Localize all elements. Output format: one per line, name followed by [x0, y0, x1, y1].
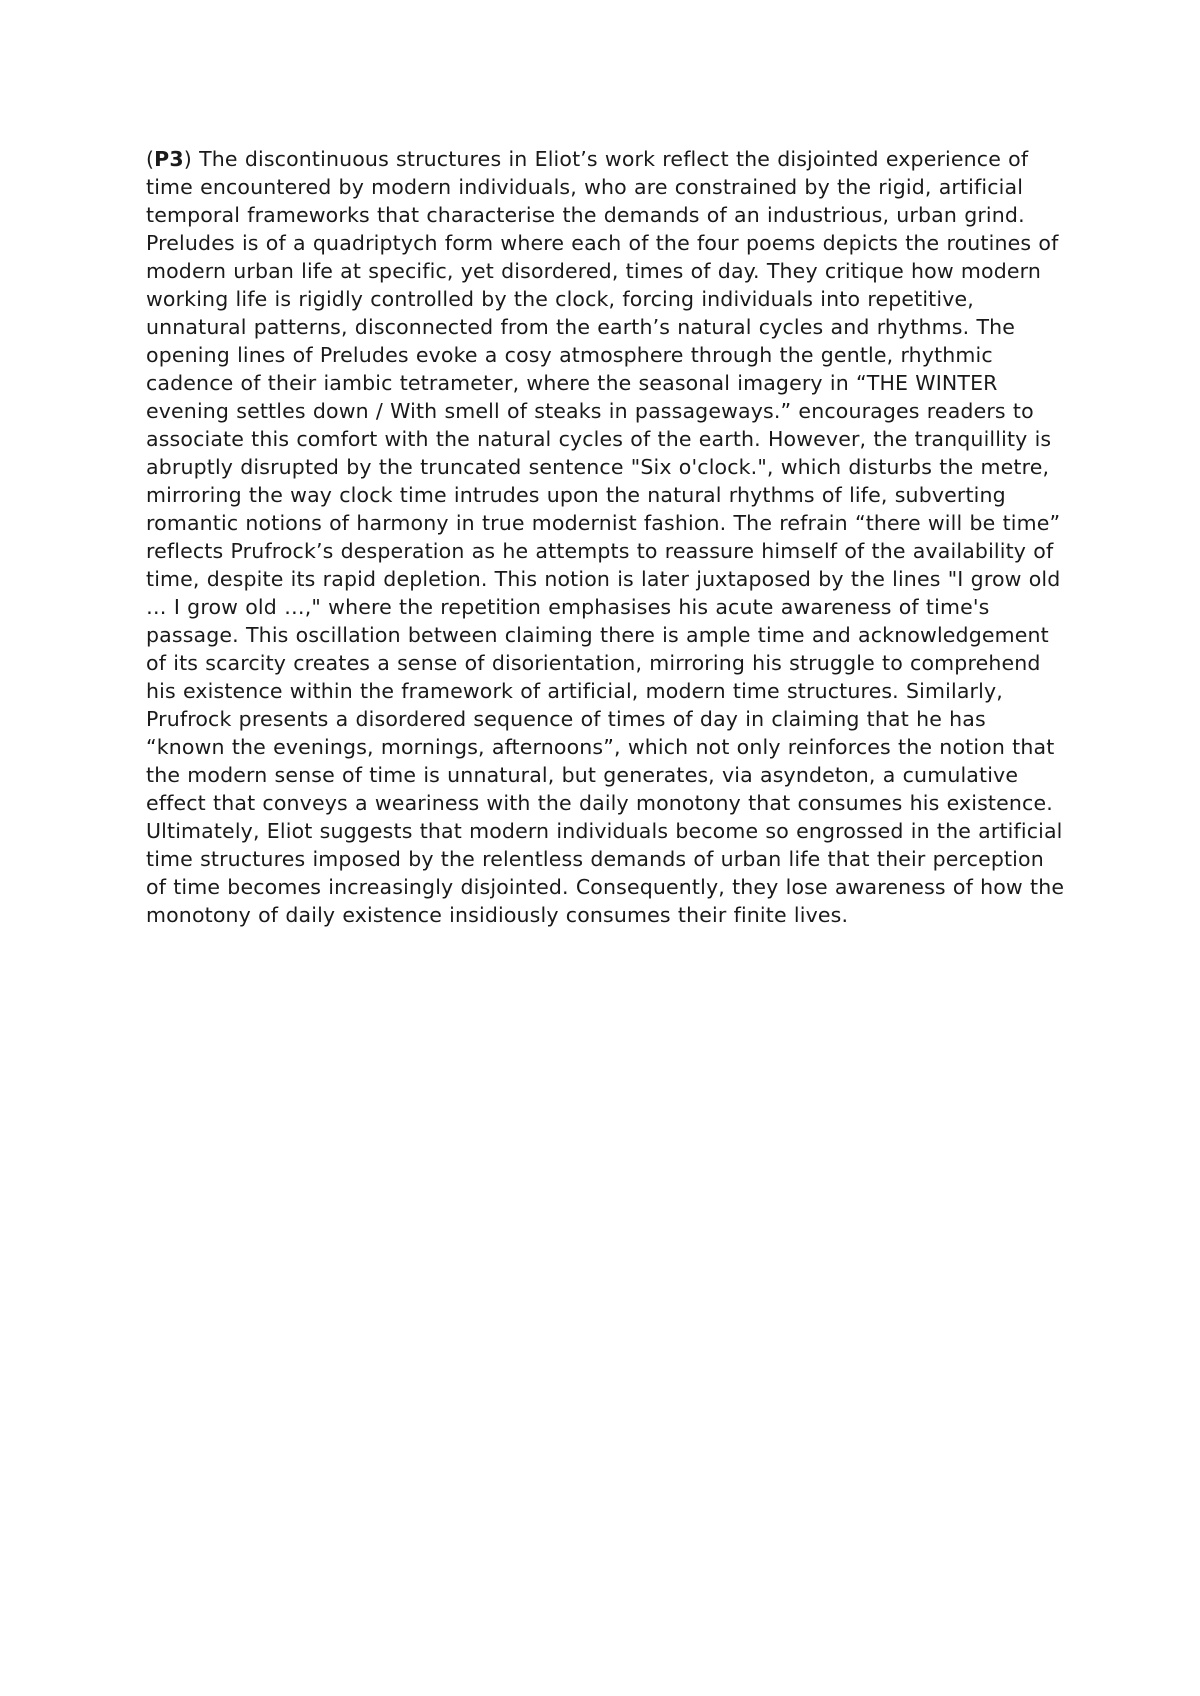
body-paragraph [146, 145, 1066, 929]
paragraph-open-paren: ( [146, 147, 155, 171]
paragraph-close-paren: ) [183, 147, 192, 171]
paragraph-label: P3 [154, 147, 184, 171]
paragraph-text: The discontinuous structures in Eliot’s work reflect the disjointed experience of time encountered by modern individuals, who are constrained by the rigid, artificial temporal frameworks that characterise the demands of an industrious, urban grind. Preludes is of a quadriptych form where each of the four poems depicts the routines of modern urban life at specific, yet disordered, times of day. They critique how modern working life is rigidly controlled by the clock, forcing individuals into repetitive, unnatural patterns, disconnected from the earth’s natural cycles and rhythms. The opening lines of Preludes evoke a cosy atmosphere through the gentle, rhythmic cadence of their iambic tetrameter, where the seasonal imagery in “THE WINTER evening settles down / With smell of steaks in passageways.” encourages readers to associate this comfort with the natural cycles of the earth. However, the tranquillity is abruptly disrupted by the truncated sentence "Six o'clock.", which disturbs the metre, mirroring the way clock time intrudes upon the natural rhythms of life, subverting romantic notions of harmony in true modernist fashion. The refrain “there will be time” reflects Prufrock’s desperation as he attempts to reassure himself of the availability of time, despite its rapid depletion. This notion is later juxtaposed by the lines "I grow old … I grow old …," where the repetition emphasises his acute awareness of time's passage. This oscillation between claiming there is ample time and acknowledgement of its scarcity creates a sense of disorientation, mirroring his struggle to comprehend his existence within the framework of artificial, modern time structures. Similarly, Prufrock presents a disordered sequence of times of day in claiming that he has “known the evenings, mornings, afternoons”, which not only reinforces the notion that the modern sense of time is unnatural, but generates, via asyndeton, a cumulative effect that conveys a weariness with the daily monotony that consumes his existence. Ultimately, Eliot suggests that modern individuals become so engrossed in the artificial time structures imposed by the relentless demands of urban life that their perception of time becomes increasingly disjointed. Consequently, they lose awareness of how the monotony of daily existence insidiously consumes their finite lives. [146, 147, 1065, 927]
